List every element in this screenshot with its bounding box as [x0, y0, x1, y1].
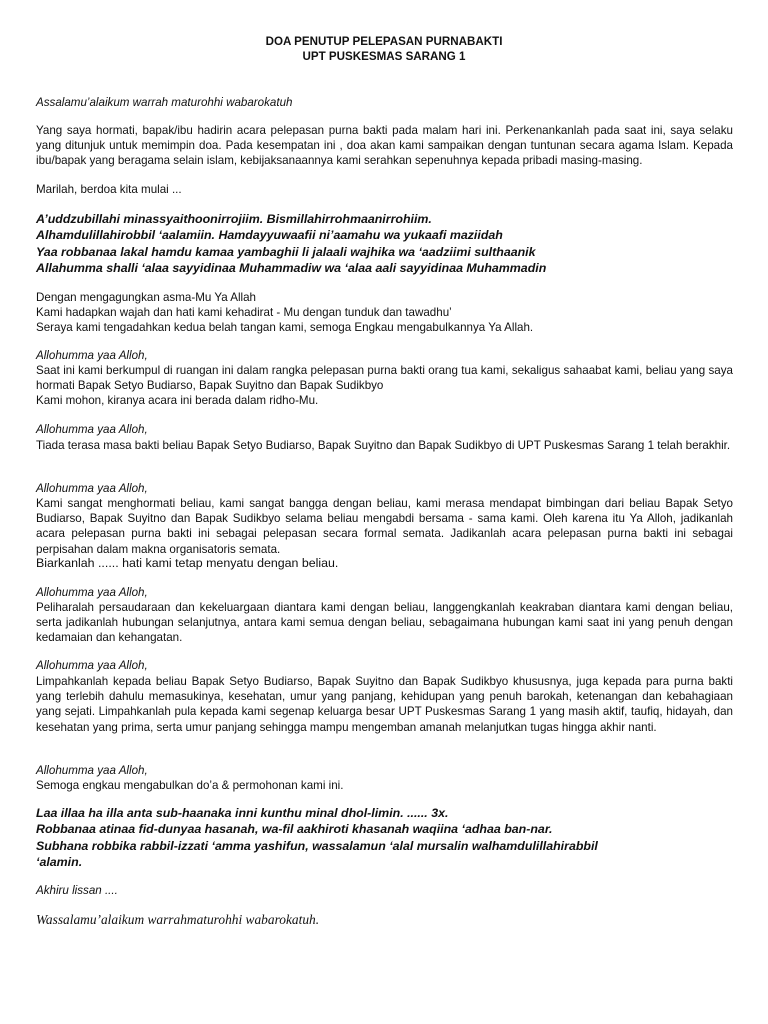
arabic-closing-line: ‘alamin.: [36, 855, 83, 870]
section-heading: Allohumma yaa Alloh,: [36, 659, 148, 672]
section-text-followup: Kami mohon, kiranya acara ini berada dalam ridho-Mu.: [36, 394, 319, 407]
arabic-opening-line: A’uddzubillahi minassyaithoonirrojiim. Bismillahirrohmaanirrohiim.: [36, 212, 432, 226]
arabic-opening-line: Yaa robbanaa lakal hamdu kamaa yambaghii li jalaali wajhika wa ‘aadziimi sulthaanik: [36, 244, 536, 259]
closing-salutation: Wassalamu’alaikum warrahmaturohhi wabarokatuh.: [36, 912, 320, 927]
section-heading: Allohumma yaa Alloh,: [36, 482, 148, 495]
opening-lines: [36, 290, 733, 336]
arabic-opening-prayer: [36, 211, 733, 277]
arabic-closing-line: Subhana robbika rabbil-izzati ‘amma yashifun, wassalamun ‘alal mursalin walhamdulillahirabbil: [36, 838, 598, 853]
opening-line: Seraya kami tengadahkan kedua belah tangan kami, semoga Engkau mengabulkannya Ya Allah.: [36, 321, 534, 335]
section-text: Peliharalah persaudaraan dan kekeluargaan diantara kami dengan beliau, langgengkanlah keakraban diantara kami dengan beliau, serta jadikanlah hubungan selanjutnya, antara kami semua dengan beliau, sebagaimana hubungan kami saat ini yang penuh dengan kedamaian dan kehangatan.: [36, 601, 733, 645]
intro-invitation: Marilah, berdoa kita mulai ...: [36, 183, 182, 196]
greeting: Assalamu’alaikum warrah maturohhi wabarokatuh: [36, 96, 293, 109]
section-text: Semoga engkau mengabulkan do’a & permohonan kami ini.: [36, 779, 344, 792]
section-text: Kami sangat menghormati beliau, kami sangat bangga dengan beliau, kami merasa mendapat bimbingan dari beliau Bapak Setyo Budiarso, Bapak Suyitno dan Bapak Sudikbyo selama beliau mengabdi bersama - sama kami. Oleh karena itu Ya Alloh, jadikanlah acara pelepasan purna bakti ini sebagai pelepasan secara formal semata. Jadikanlah acara pelepasan purna bakti ini sebagai perpisahan dalam makna organisatoris semata.: [36, 497, 733, 556]
document-title-line-1: DOA PENUTUP PELEPASAN PURNABAKTI: [265, 35, 503, 48]
section-text: Saat ini kami berkumpul di ruangan ini dalam rangka pelepasan purna bakti orang tua kami, sekaligus sahaabat kami, beliau yang saya hormati Bapak Setyo Budiarso, Bapak Suyitno dan Bapak Sudikbyo: [36, 364, 733, 393]
section-heading: Allohumma yaa Alloh,: [36, 586, 148, 599]
opening-line: Kami hadapkan wajah dan hati kami kehadirat - Mu dengan tunduk dan tawadhu’: [36, 306, 452, 320]
arabic-closing-line: Laa illaa ha illa anta sub-haanaka inni kunthu minal dhol-limin. ...... 3x.: [36, 806, 449, 820]
section-heading: Allohumma yaa Alloh,: [36, 764, 148, 777]
document-title-line-2: UPT PUSKESMAS SARANG 1: [302, 50, 466, 63]
section-text: Limpahkanlah kepada beliau Bapak Setyo Budiarso, Bapak Suyitno dan Bapak Sudikbyo khususnya, juga kepada para purna bakti yang terlebih dahulu memasukinya, kesehatan, umur yang panjang, kehidupan yang penuh barokah, ketenangan dan kebahagiaan yang sejati. Limpahkanlah pula kepada kami segenap keluarga besar UPT Puskesmas Sarang 1 yang masih aktif, taufiq, hidayah, dan kesehatan yang prima, serta umur panjang sehingga mampu mengemban amanah melanjutkan tugas hingga akhir nanti.: [36, 675, 733, 734]
opening-line: Dengan mengagungkan asma-Mu Ya Allah: [36, 291, 256, 304]
section-text-followup: Biarkanlah ...... hati kami tetap menyatu dengan beliau.: [36, 556, 339, 570]
arabic-opening-line: Alhamdulillahirobbil ‘aalamiin. Hamdayyuwaafii ni’aamahu wa yukaafi maziidah: [36, 228, 503, 243]
arabic-closing-prayer: [36, 805, 733, 871]
section-text: Tiada terasa masa bakti beliau Bapak Setyo Budiarso, Bapak Suyitno dan Bapak Sudikbyo di UPT Puskesmas Sarang 1 telah berakhir.: [36, 439, 731, 452]
section-heading: Allohumma yaa Alloh,: [36, 423, 148, 436]
arabic-opening-line: Allahumma shalli ‘alaa sayyidinaa Muhammadiw wa ‘alaa aali sayyidinaa Muhammadin: [36, 261, 547, 276]
arabic-closing-line: Robbanaa atinaa fid-dunyaa hasanah, wa-fil aakhiroti khasanah waqiina ‘adhaa ban-nar.: [36, 822, 553, 837]
akhiru-lissan: Akhiru lissan ....: [36, 884, 118, 897]
intro-paragraph: Yang saya hormati, bapak/ibu hadirin acara pelepasan purna bakti pada malam hari ini. Perkenankanlah pada saat ini, saya selaku yang ditunjuk untuk memimpin doa. Pada kesempatan ini , doa akan kami sampaikan dengan tuntunan secara agama Islam. Kepada ibu/bapak yang beragama selain islam, kebijaksanaannya kami serahkan sepenuhnya kepada pribadi masing-masing.: [36, 124, 733, 168]
section-heading: Allohumma yaa Alloh,: [36, 349, 148, 362]
